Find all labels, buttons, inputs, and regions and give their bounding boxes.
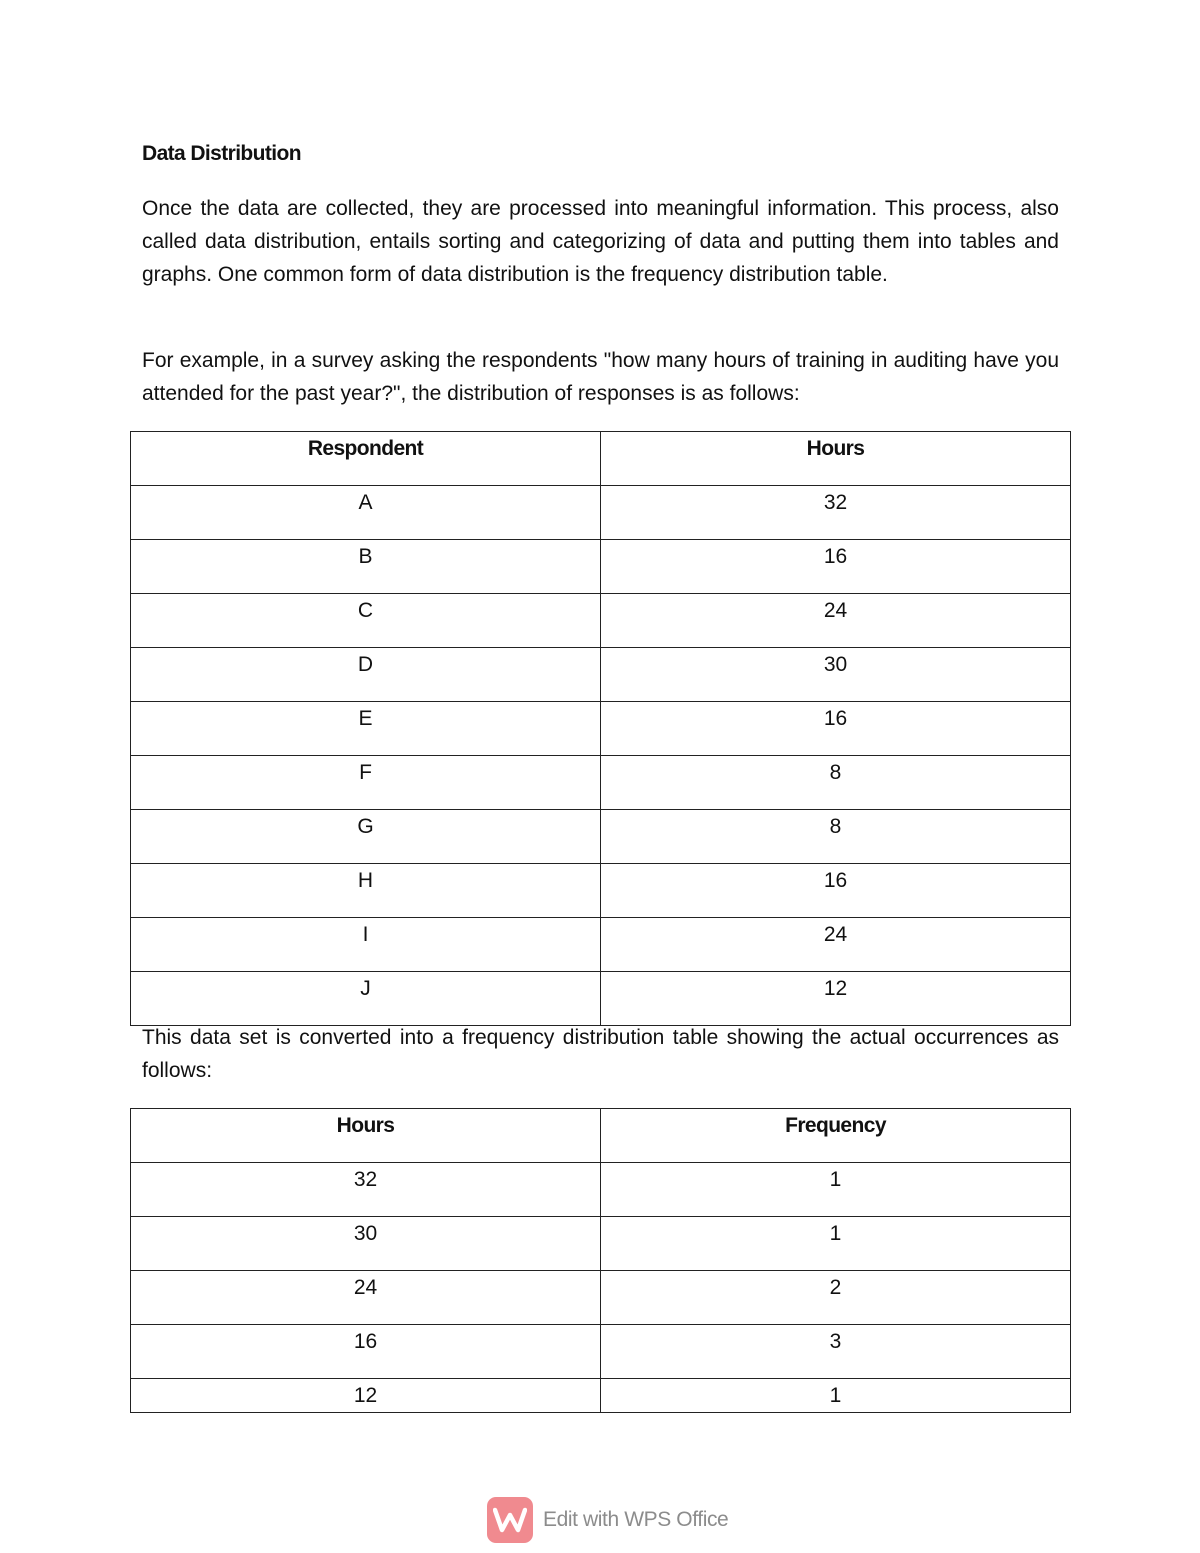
hours-cell: 16	[601, 702, 1071, 756]
respondent-cell: B	[131, 540, 601, 594]
hours-cell: 30	[131, 1217, 601, 1271]
respondent-cell: J	[131, 972, 601, 1026]
column-header-hours: Hours	[601, 432, 1071, 486]
frequency-cell: 3	[601, 1325, 1071, 1379]
frequency-cell: 1	[601, 1163, 1071, 1217]
table-row	[131, 864, 1071, 918]
conversion-paragraph: This data set is converted into a frequency distribution table showing the actual occurrences as follows:	[142, 1026, 1059, 1082]
table-row	[131, 1217, 1071, 1271]
table-row	[131, 918, 1071, 972]
table-row	[131, 1325, 1071, 1379]
frequency-cell: 1	[601, 1217, 1071, 1271]
respondent-cell: H	[131, 864, 601, 918]
respondent-cell: C	[131, 594, 601, 648]
frequency-cell: 2	[601, 1271, 1071, 1325]
table-row	[131, 972, 1071, 1026]
hours-cell: 16	[601, 540, 1071, 594]
frequency-cell: 1	[601, 1379, 1071, 1413]
column-header-frequency: Frequency	[601, 1109, 1071, 1163]
table-row	[131, 756, 1071, 810]
document-heading: Data Distribution	[142, 142, 301, 165]
table-row	[131, 540, 1071, 594]
table-row	[131, 594, 1071, 648]
hours-cell: 30	[601, 648, 1071, 702]
table-row	[131, 810, 1071, 864]
table-row	[131, 1271, 1071, 1325]
respondent-cell: A	[131, 486, 601, 540]
hours-cell: 24	[601, 918, 1071, 972]
example-paragraph: For example, in a survey asking the respondents "how many hours of training in auditing have you attended for the past year?", the distribution of responses is as follows:	[142, 349, 1059, 405]
table-row	[131, 1379, 1071, 1413]
frequency-distribution-table	[130, 1108, 1071, 1413]
respondent-cell: G	[131, 810, 601, 864]
column-header-respondent: Respondent	[131, 432, 601, 486]
hours-cell: 32	[131, 1163, 601, 1217]
hours-cell: 8	[601, 756, 1071, 810]
wps-watermark-text: Edit with WPS Office	[543, 1508, 729, 1531]
respondent-cell: E	[131, 702, 601, 756]
hours-cell: 32	[601, 486, 1071, 540]
hours-cell: 24	[131, 1271, 601, 1325]
table-row	[131, 1163, 1071, 1217]
hours-cell: 16	[601, 864, 1071, 918]
respondent-cell: I	[131, 918, 601, 972]
table-header-row	[131, 1109, 1071, 1163]
wps-logo-icon	[487, 1497, 533, 1543]
table-row	[131, 702, 1071, 756]
respondent-cell: D	[131, 648, 601, 702]
hours-cell: 8	[601, 810, 1071, 864]
column-header-hours: Hours	[131, 1109, 601, 1163]
respondent-cell: F	[131, 756, 601, 810]
table-row	[131, 486, 1071, 540]
hours-cell: 24	[601, 594, 1071, 648]
table-header-row	[131, 432, 1071, 486]
wps-watermark[interactable]	[487, 1497, 728, 1543]
intro-paragraph: Once the data are collected, they are processed into meaningful information. This process, also called data distribution, entails sorting and categorizing of data and putting them into tables and graphs. One common form of data distribution is the frequency distribution table.	[142, 197, 1059, 286]
wps-w-glyph	[493, 1507, 527, 1533]
hours-cell: 12	[601, 972, 1071, 1026]
table-row	[131, 648, 1071, 702]
hours-cell: 16	[131, 1325, 601, 1379]
respondent-hours-table	[130, 431, 1071, 1026]
hours-cell: 12	[131, 1379, 601, 1413]
